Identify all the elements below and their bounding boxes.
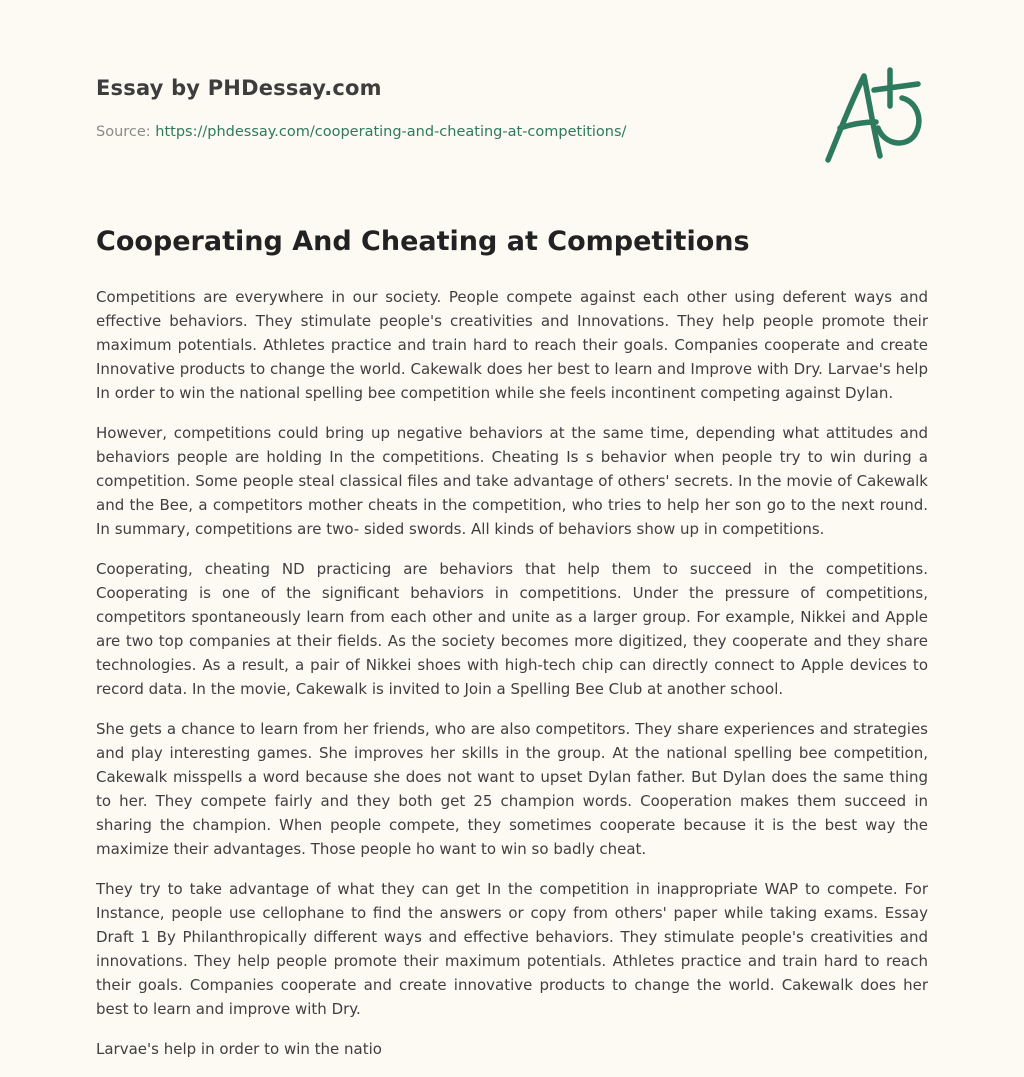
source-line [96, 124, 626, 140]
source-label: Source: [96, 124, 156, 140]
paragraph: Cooperating, cheating ND practicing are behaviors that help them to succeed in the competitions. Cooperating is one of the significant behaviors in competitions. Under the pressure of competitions, competitors spontaneously learn from each other and unite as a larger group. For example, Nikkei and Apple are two top companies at their fields. As the society becomes more digitized, they cooperate and they share technologies. As a result, a pair of Nikkei shoes with high-tech chip can directly connect to Apple devices to record data. In the movie, Cakewalk is invited to Join a Spelling Bee Club at another school. [96, 560, 928, 698]
paragraph: However, competitions could bring up negative behaviors at the same time, depending what attitudes and behaviors people are holding In the competitions. Cheating Is s behavior when people try to win during a competition. Some people steal classical files and take advantage of others' secrets. In the movie of Cakewalk and the Bee, a competitors mother cheats in the competition, who tries to help her son go to the next round. In summary, competitions are two- sided swords. All kinds of behaviors show up in competitions. [96, 424, 928, 538]
a-plus-icon [818, 66, 928, 166]
paragraph: Larvae's help in order to win the natio [96, 1040, 382, 1058]
brand-title: Essay by PHDessay.com [96, 76, 382, 100]
paragraph: She gets a chance to learn from her friends, who are also competitors. They share experiences and strategies and play interesting games. She improves her skills in the group. At the national spelling bee competition, Cakewalk misspells a word because she does not want to upset Dylan father. But Dylan does the same thing to her. They compete fairly and they both get 25 champion words. Cooperation makes them succeed in sharing the champion. When people compete, they sometimes cooperate because it is the best way the maximize their advantages. Those people ho want to win so badly cheat. [96, 720, 928, 858]
a-plus-logo [818, 66, 928, 166]
source-link[interactable]: https://phdessay.com/cooperating-and-cheating-at-competitions/ [155, 124, 627, 140]
essay-header [96, 76, 696, 140]
essay-title: Cooperating And Cheating at Competitions [96, 226, 750, 257]
essay-body [96, 285, 928, 1077]
paragraph: They try to take advantage of what they can get In the competition in inappropriate WAP to compete. For Instance, people use cellophane to find the answers or copy from others' paper while taking exams. Essay Draft 1 By Philanthropically different ways and effective behaviors. They stimulate people's creativities and innovations. They help people promote their maximum potentials. Athletes practice and train hard to reach their goals. Companies cooperate and create innovative products to change the world. Cakewalk does her best to learn and improve with Dry. [96, 880, 928, 1018]
paragraph: Competitions are everywhere in our society. People compete against each other using deferent ways and effective behaviors. They stimulate people's creativities and Innovations. They help people promote their maximum potentials. Athletes practice and train hard to reach their goals. Companies cooperate and create Innovative products to change the world. Cakewalk does her best to learn and Improve with Dry. Larvae's help In order to win the national spelling bee competition while she feels incontinent competing against Dylan. [96, 288, 928, 402]
